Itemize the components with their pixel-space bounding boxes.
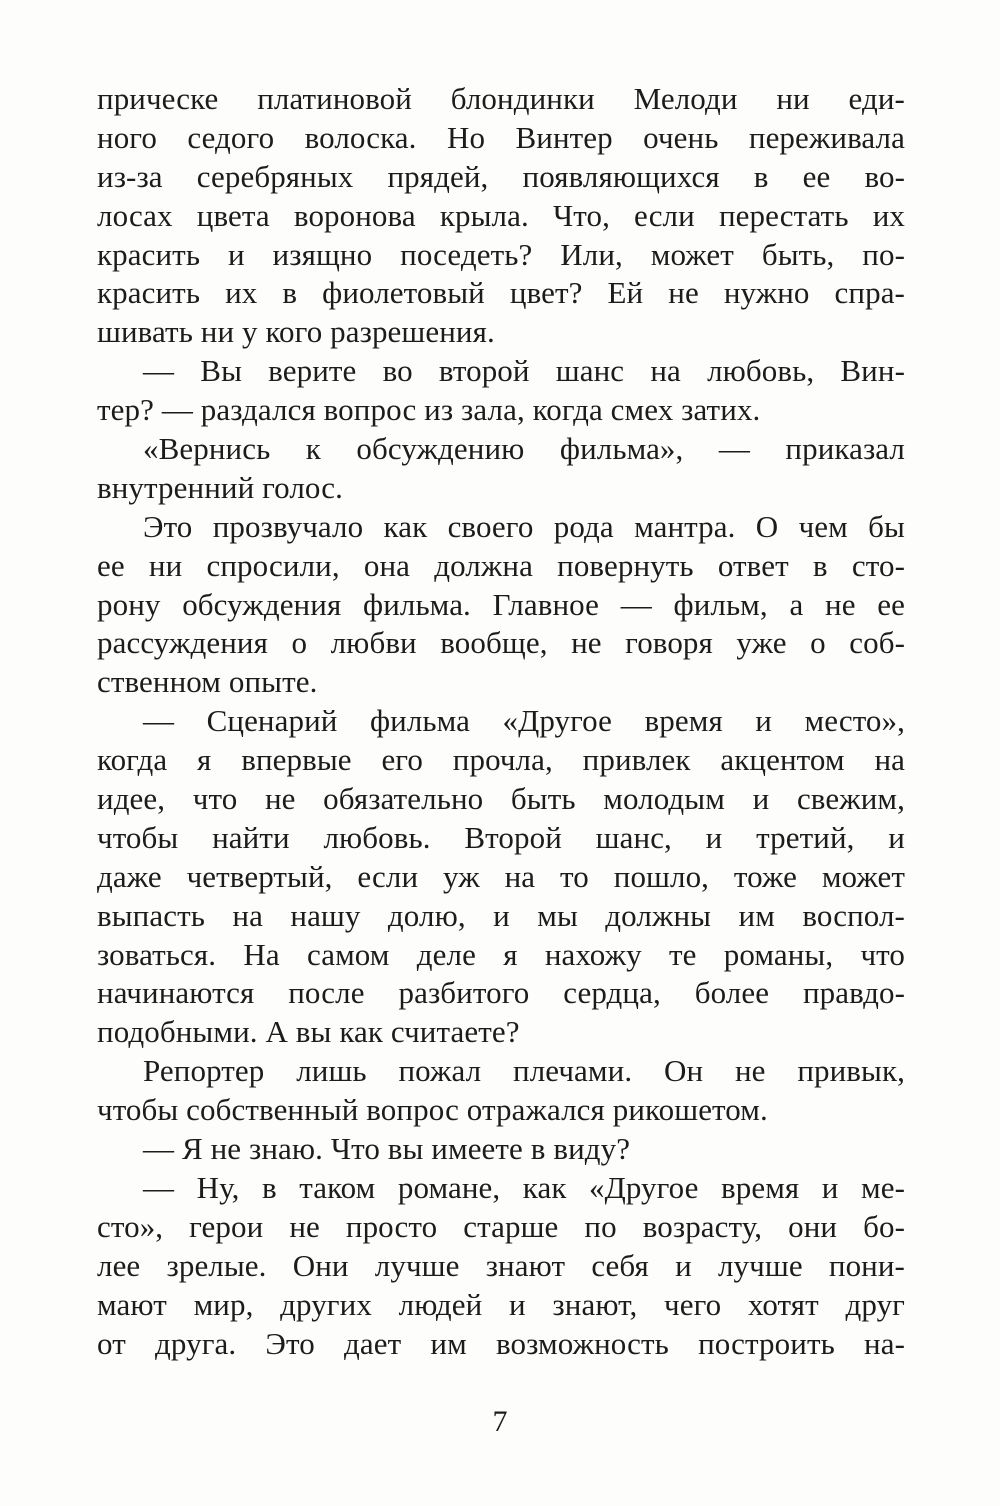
body-text — [97, 80, 905, 1363]
text-line: Это прозвучало как своего рода мантра. О чем бы — [143, 508, 905, 544]
text-line: рону обсуждения фильма. Главное — фильм, а не ее — [97, 586, 905, 622]
text-line: ее ни спросили, она должна повернуть ответ в сто- — [97, 547, 905, 583]
text-line: из-за серебряных прядей, появляющихся в ее во- — [97, 158, 905, 194]
text-line: внутренний голос. — [97, 469, 344, 505]
text-line: красить и изящно поседеть? Или, может быть, по- — [97, 236, 905, 272]
text-line: рассуждения о любви вообще, не говоря уже о соб- — [97, 625, 905, 661]
text-line: чтобы найти любовь. Второй шанс, и третий, и — [97, 819, 905, 855]
page-number: 7 — [492, 1405, 508, 1438]
text-line: ного седого волоска. Но Винтер очень переживала — [97, 119, 905, 155]
text-line: — Сценарий фильма «Другое время и место», — [143, 703, 905, 739]
text-line: когда я впервые его прочла, привлек акцентом на — [97, 742, 905, 778]
text-line: — Я не знаю. Что вы имеете в виду? — [143, 1131, 631, 1167]
text-line: начинаются после разбитого сердца, более правдо- — [97, 975, 905, 1011]
text-line: шивать ни у кого разрешения. — [97, 314, 495, 350]
text-line: идее, что не обязательно быть молодым и свежим, — [97, 781, 905, 817]
text-line: выпасть на нашу долю, и мы должны им воспол- — [97, 897, 905, 933]
text-line: Репортер лишь пожал плечами. Он не привык, — [143, 1053, 905, 1089]
text-line: — Вы верите во второй шанс на любовь, Вин- — [143, 353, 905, 389]
text-line: ственном опыте. — [97, 664, 318, 700]
text-line: тер? — раздался вопрос из зала, когда смех затих. — [97, 392, 761, 428]
text-line: красить их в фиолетовый цвет? Ей не нужно спра- — [97, 275, 905, 311]
text-line: подобными. А вы как считаете? — [97, 1014, 520, 1050]
text-line: — Ну, в таком романе, как «Другое время и ме- — [143, 1169, 905, 1205]
text-line: лосах цвета воронова крыла. Что, если перестать их — [97, 197, 905, 233]
text-line: от друга. Это дает им возможность построить на- — [97, 1325, 905, 1361]
text-line: мают мир, других людей и знают, чего хотят друг — [97, 1286, 905, 1322]
text-line: лее зрелые. Они лучше знают себя и лучше пони- — [97, 1247, 905, 1283]
text-line: прическе платиновой блондинки Мелоди ни еди- — [97, 81, 905, 116]
text-line: сто», герои не просто старше по возрасту, они бо- — [97, 1208, 905, 1244]
text-line: зоваться. На самом деле я нахожу те романы, что — [97, 936, 905, 972]
text-line: даже четвертый, если уж на то пошло, тоже может — [97, 858, 905, 894]
text-line: «Вернись к обсуждению фильма», — приказал — [143, 431, 905, 467]
text-line: чтобы собственный вопрос отражался рикошетом. — [97, 1092, 768, 1128]
